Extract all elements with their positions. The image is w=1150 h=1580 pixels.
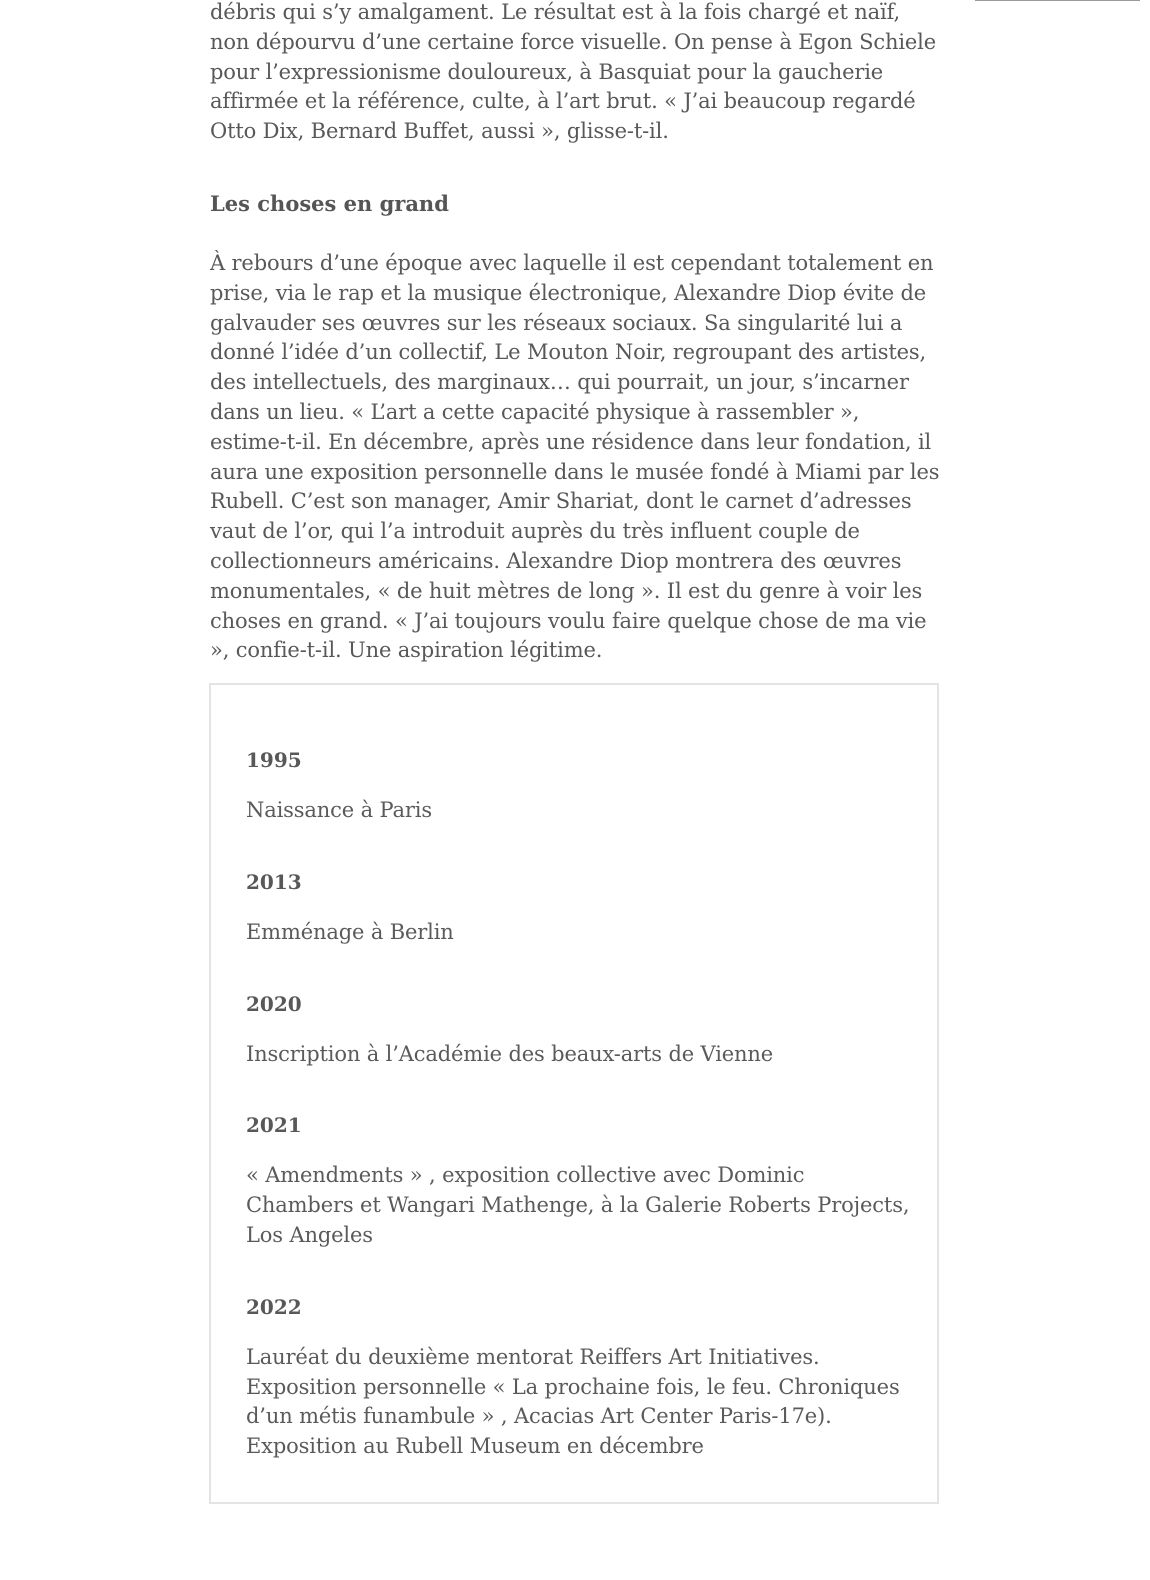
timeline-description: Lauréat du deuxième mentorat Reiffers Art Initiatives. Exposition personnelle « La prochaine fois, le feu. Chroniques d’un métis funambule » , Acacias Art Center Paris-17e). Exposition au Rubell Museum en décembre <box>246 1344 900 1459</box>
timeline-description: Emménage à Berlin <box>246 919 454 944</box>
biography-box <box>209 683 939 1504</box>
timeline-description: Inscription à l’Académie des beaux-arts de Vienne <box>246 1041 774 1066</box>
top-right-divider <box>975 0 1140 1</box>
timeline-entry <box>246 745 911 826</box>
section-subheading: Les choses en grand <box>210 191 449 216</box>
timeline-entry <box>246 867 911 948</box>
timeline-entry <box>246 1292 911 1462</box>
biography-timeline <box>246 745 911 1503</box>
article-paragraph: débris qui s’y amalgament. Le résultat est à la fois chargé et naïf, non dépourvu d’une certaine force visuelle. On pense à Egon Schiele pour l’expressionisme douloureux, à Basquiat pour la gaucherie affirmée et la référence, culte, à l’art brut. « J’ai beaucoup regardé Otto Dix, Bernard Buffet, aussi », glisse-t-il. <box>210 0 937 144</box>
timeline-year: 2013 <box>246 869 302 894</box>
timeline-description: « Amendments » , exposition collective avec Dominic Chambers et Wangari Mathenge, à la Galerie Roberts Projects, Los Angeles <box>246 1163 910 1247</box>
timeline-entry <box>246 1110 911 1250</box>
article-paragraph: À rebours d’une époque avec laquelle il est cependant totalement en prise, via le rap et la musique électronique, Alexandre Diop évite de galvauder ses œuvres sur les réseaux sociaux. Sa singularité lui a donné l’idée d’un collectif, Le Mouton Noir, regroupant des artistes, des intellectuels, des marginaux… qui pourrait, un jour, s’incarner dans un lieu. « L’art a cette capacité physique à rassembler », estime-t-il. En décembre, après une résidence dans leur fondation, il aura une exposition personnelle dans le musée fondé à Miami par les Rubell. C’est son manager, Amir Shariat, dont le carnet d’adresses vaut de l’or, qui l’a introduit auprès du très influent couple de collectionneurs américains. Alexandre Diop montrera des œuvres monumentales, « de huit mètres de long ». Il est du genre à voir les choses en grand. « J’ai toujours voulu faire quelque chose de ma vie », confie-t-il. Une aspiration légitime. <box>210 251 940 663</box>
timeline-year: 2022 <box>246 1294 302 1319</box>
timeline-year: 2020 <box>246 991 302 1016</box>
timeline-entry <box>246 989 911 1070</box>
timeline-year: 2021 <box>246 1113 302 1138</box>
timeline-description: Naissance à Paris <box>246 798 432 822</box>
timeline-year: 1995 <box>246 748 302 772</box>
